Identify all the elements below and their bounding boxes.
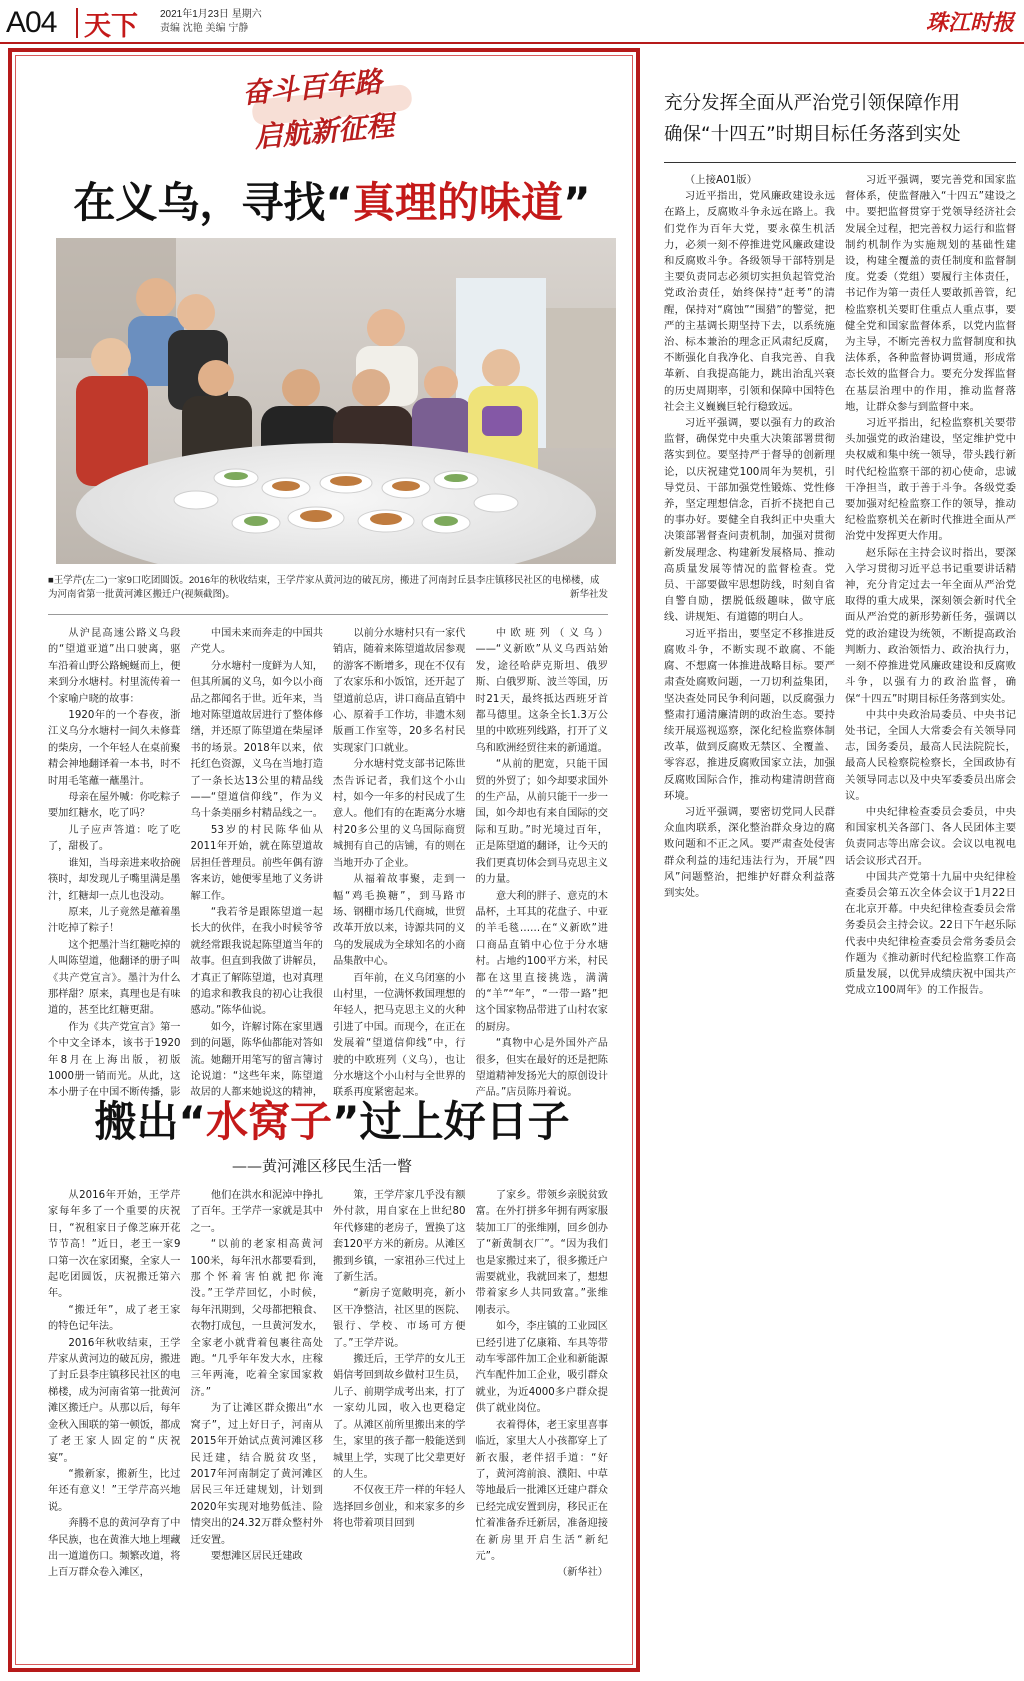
right-column-1 [664, 172, 835, 1672]
paragraph: “以前的老家相高黄河100米，每年汛水都要看到，那个怀着害怕就把你淹没。”王学芹回忆，小时候，每年汛期到，父母都把粮食、衣物打成包，一旦黄河发水，全家老小就背着包裹往高处跑。“几乎年年发大水，庄稼三年两淹，吃着全家国家救济。” [190, 1239, 323, 1398]
paragraph: 分水塘村党支部书记陈世杰告诉记者，我们这个小山村，如今一年多的村民成了生意人。他们有的在距离分水塘村20多公里的义乌国际商贸城拥有自己的店铺，有的则在当地开办了企业。 [333, 759, 466, 869]
paragraph: “搬迁年”，成了老王家的特色记年法。 [48, 1304, 181, 1333]
paragraph: “真物中心是外国外产品很多，但实在最好的还是把陈望道精神发扬光大的原创设计产品。”店员陈丹着说。 [475, 1038, 608, 1099]
caption-credit: 新华社发 [569, 589, 608, 600]
story1-column-1 [48, 626, 181, 1100]
paragraph: 他们在洪水和泥淖中挣扎了百年。王学芹一家就是其中之一。 [190, 1190, 323, 1234]
paragraph: 2016年秋收结束，王学芹家从黄河边的破瓦房，搬进了封丘县李庄镇移民社区的电梯楼，成为河南省第一批黄河滩区搬迁户。从那以后，每年金秋入围联的第一顿饭，都成了老王家人固定的“庆祝宴”。 [48, 1337, 181, 1464]
paragraph: 奔腾不息的黄河孕育了中华民族，也在黄淮大地上埋藏出一道道伤口。频繁改道，将上百万群众卷入滩区， [48, 1518, 181, 1579]
right-article-body [664, 172, 1016, 1672]
paragraph: 从沪昆高速公路义乌段的“望道亚道”出口驶离，驱车沿着山野公路蜿蜒而上，便来到分水塘村。村里流传着一个家喻户晓的故事： [48, 628, 181, 705]
paragraph: 中国未来而奔走的中国共产党人。 [190, 628, 323, 656]
series-logo-line2: 启航新征程 [252, 108, 396, 155]
newspaper-brand: 珠江时报 [925, 10, 1014, 36]
paragraph: 策，王学芹家几乎没有额外付款，用自家在上世纪80年代修建的老房子，置换了这套120平方米的新房。从滩区搬到乡镇，一家祖孙三代过上了新生活。 [333, 1190, 466, 1284]
paragraph: 母亲在屋外喊：你吃粽子要加红糖水，吃了吗？ [48, 792, 181, 820]
story1-column-2 [191, 626, 324, 1100]
story1-headline: 在义乌，寻找“真理的味道” [73, 178, 591, 227]
paragraph: 中国共产党第十九届中央纪律检查委员会第五次全体会议于1月22日在北京开幕。中央纪律检查委员会常务委员会主持会议。22日下午赵乐际代表中央纪律检查委员会常务委员会作题为《推动新时代纪检监察工作高质量发展，以优异成绩庆祝中国共产党成立100周年》的工作报告。 [845, 870, 1016, 997]
right-article-headline [664, 88, 1016, 150]
right-headline-divider [664, 162, 1016, 163]
paragraph: 习近平强调，要以强有力的政治监督，确保党中央重大决策部署贯彻落实到位。要坚持严于督导的创新理论，以庆祝建党100周年为契机，引导党员、干部加强党性锻炼、党性修养，坚定理想信念，百折不挠把自己的事办好。要健全自我纠正中央重大决策部署督查问责机制，加强对贯彻新发展理念、构建新发展格局、推动高质量发展等情况的监督检查。党员、干部要做牢思想防线，时刻自省自警自励，摆脱低级趣味，做守底线、讲规矩、有道德的明白人。 [664, 417, 835, 624]
right-column-2 [845, 172, 1016, 1672]
paragraph: （上接A01版） [684, 174, 758, 186]
story2-column-2 [191, 1188, 324, 1666]
story2-column-4 [476, 1188, 609, 1666]
story2-column-3 [333, 1188, 466, 1666]
paragraph: 中央纪律检查委员会委员，中央和国家机关各部门、各人民团体主要负责同志等出席会议。会议以电视电话会议形式召开。 [845, 805, 1016, 867]
series-logo [242, 60, 422, 156]
story1-column-3 [333, 626, 466, 1100]
paragraph: 中共中央政治局委员、中央书记处书记，全国人大常委会有关领导同志，国务委员，最高人民法院院长，最高人民检察院检察长，全国政协有关领导同志以及中央军委委员出席会议。 [845, 708, 1016, 802]
caption-text: ■王学芹(左二)一家9口吃团圆饭。2016年的秋收结束，王学芹家从黄河边的破瓦房，搬进了河南封丘县李庄镇移民社区的电梯楼，成为河南省第一批黄河滩区搬迁户(视频截图)。 [48, 575, 600, 600]
date-line: 2021年1月23日 星期六 [160, 9, 262, 20]
masthead [0, 0, 1024, 44]
paragraph: 不仅夜王芹一样的年轻人选择回乡创业，和来家多的乡将也带着项目回到 [333, 1485, 466, 1530]
paragraph: 了家乡。带领乡亲脱贫致富。在外打拼多年拥有两家服装加工厂的张维刚，回乡创办了“新黄制衣厂”。“因为我们也是家搬过来了，很多搬迁户需要就业，我就回来了，想想带着家乡人共同致富。”张维刚表示。 [475, 1190, 608, 1316]
section-title: 天下 [84, 11, 138, 42]
paragraph: 如今，许解讨陈在家里遇到的问题，陈华仙都能对答如流。她翻开用笔写的留言簿讨论说道：“这些年来，陈望道故居的人都来她说这的精神， [190, 1021, 323, 1099]
family-photo-illustration [56, 238, 616, 564]
paragraph: 为了让滩区群众搬出“水窝子”，过上好日子，河南从2015年开始试点黄河滩区移民迁建，结合脱贫攻坚，2017年河南制定了黄河滩区居民三年迁建规划，计划到2020年实现对地势低洼、险情突出的24.32万群众整村外迁安置。 [190, 1403, 323, 1546]
paragraph: 作为《共产党宣言》第一个中文全译本，该书于1920年8月在上海出版，初版1000册一销而光。从此，这本小册子在中国不断传播，影 [48, 1021, 181, 1099]
series-logo-line1: 奋斗百年路 [240, 64, 384, 111]
paragraph: 中欧班列（义乌）——“义新欧”从义乌西站始发，途径哈萨克斯坦、俄罗斯、白俄罗斯、波兰等国，历时21天，最终抵达西班牙首都马德里。这条全长1.3万公里的中欧班列线路，打开了义乌和欧洲经贸往来的新通道。 [475, 628, 608, 754]
masthead-divider [76, 8, 78, 38]
paragraph: 如今，李庄镇的工业园区已经引进了亿康箱、车具等带动车零部件加工企业和新能源汽车配件加工企业，吸引群众就业，为近4000多户群众提供了就业岗位。 [475, 1321, 608, 1415]
story2-headline: 搬出“水窝子”过上好日子 [94, 1097, 570, 1146]
paragraph: 习近平强调，要完善党和国家监督体系，使监督融入“十四五”建设之中。要把监督贯穿于党领导经济社会发展全过程，把完善权力运行和监督制约机制作为实施规划的基础性建设，构建全覆盖的责任制度和监督制度。党委（党组）要履行主体责任，书记作为第一责任人要敢抓善管，纪检监察机关要盯住重点人重点事，要健全党和国家监督体系，以党内监督为主导，不断完善权力监督制度和执法体系，各种监督协调贯通，形成常态长效的监督合力。要充分发挥监督在基层治理中的作用，推动监督落地，让群众参与到监督中来。 [845, 174, 1016, 413]
paragraph: 儿子应声答道：吃了吃了，甜极了。 [48, 824, 181, 853]
caption-rule [48, 614, 608, 615]
story1-body [48, 626, 608, 1100]
story2-column-1 [48, 1188, 181, 1666]
paragraph: 百年前，在义乌闭塞的小山村里，一位满怀救国理想的年轻人，把马克思主义的火种引进了中国。而现今，在正在发展着“望道信仰线”中，行驶的中欧班列（义乌），也让分水塘这个小山村与全世界的联系再度紧密起来。 [333, 972, 466, 1099]
paragraph: 从2016年开始，王学芹家每年多了一个重要的庆祝日，“祝租家日子像芝麻开花节节高！”近日，老王一家9口第一次在家团聚，全家人一起吃团圆饭，庆祝搬迁第六年。 [48, 1190, 181, 1300]
paragraph: “从前的肥宽，只能干国贸的外贸了；如今却要求国外的生产品，从前只能干一步一国，如今却也有来自国际的交际和互助。”时光境过百年，正是陈望道的翻译，让今天的我们更真切体会到马克思主义的力量。 [475, 759, 608, 886]
feature-frame [8, 48, 640, 1672]
paragraph: 谁知，当母亲进来收拾碗筷时，却发现儿子嘴里满是墨汁，红糖却一点儿也没动。 [48, 857, 181, 902]
date-block [160, 8, 262, 36]
paragraph: 赵乐际在主持会议时指出，要深入学习贯彻习近平总书记重要讲话精神，充分肯定过去一年全面从严治党取得的重大成果，深刻领会新时代全面从严治党的新形势新任务，强调以党的政治建设为统领，不断提高政治判断力、政治领悟力、政治执行力，一刻不停推进党风廉政建设和反腐败斗争，以强有力的政治监督，确保“十四五”时期目标任务落到实处。 [845, 546, 1016, 705]
paragraph: 分水塘村一度鲜为人知，但其所属的义乌，如今以小商品之都闻名于世。近年来，当地对陈望道故居进行了整体修缮，并还原了陈望道在柴屋译书的场景。2018年以来，依托红色资源，义乌在当地打造了一条长达13公里的精品线——“望道信仰线”，作为义乌十条美丽乡村精品线之一。 [190, 660, 323, 820]
paragraph: 习近平指出，纪检监察机关要带头加强党的政治建设，坚定维护党中央权威和集中统一领导，带头践行新时代纪检监察干部的初心使命，忠诚干净担当，敢于善于斗争。各级党委要加强对纪检监察工作的领导，推动纪检监察机关在新时代推进全面从严治党中发挥更大作用。 [845, 417, 1016, 543]
family-dinner-photo [56, 238, 616, 564]
photo-caption [48, 574, 608, 602]
paragraph: “我若爷是跟陈望道一起长大的伙伴，在我小时候爷爷就经常跟我说起陈望道当年的故事。但直到我做了讲解员，才真正了解陈望道，也对真理的追求和教我良的初心让我很感动。”陈华仙说。 [190, 906, 323, 1017]
paragraph: 以前分水塘村只有一家代销店，随着来陈望道故居参观的游客不断增多，现在不仅有了农家乐和小饭馆，还开起了望道前总店，讲口商品直销中心、原着手工作坊，非遗木刻版画工作室等，20多名村民实现家门口就业。 [333, 628, 466, 754]
paragraph: 1920年的一个春夜，浙江义乌分水塘村一间久未修葺的柴房，一个年轻人在桌前聚精会神地翻译着一本书，时不时用毛笔蘸一蘸墨汁。 [48, 710, 181, 787]
right-headline-line1: 充分发挥全面从严治党引领保障作用 [664, 93, 961, 114]
story2-body [48, 1188, 608, 1666]
paragraph: （新华社） [557, 1567, 608, 1579]
paragraph: 要想滩区居民迁建政 [210, 1550, 303, 1562]
paragraph: 这个把墨汁当红糖吃掉的人叫陈望道，他翻译的册子叫《共产党宣言》。墨汁为什么那样甜？原来，真理也是有味道的，甚至比红糖更甜。 [48, 939, 181, 1017]
story1-column-4 [476, 626, 609, 1100]
paragraph: 习近平指出，要坚定不移推进反腐败斗争，不断实现不敢腐、不能腐、不想腐一体推进战略目标。要严肃查处腐败问题，一刀切利益集团，坚决查处同民争利问题，以反腐强力整肃打通清廉清朗的政治生态。要持续开展巡视巡察，深化纪检监察体制改革，做到反腐败无禁区、全覆盖、零容忍，推进反腐败国家立法，加强反腐败国际合作，推动构建清朗营商环境。 [664, 627, 835, 802]
paragraph: 原来，儿子竟然是蘸着墨汁吃掉了粽子！ [48, 906, 181, 935]
right-headline-line2: 确保“十四五”时期目标任务落到实处 [664, 124, 961, 145]
paragraph: 搬迁后，王学芹的女儿王娟信考回到故乡做村卫生员，儿子、前期学成考出来，打了一家幼儿园，收入也更稳定了。从滩区前所里搬出来的学生，家里的孩子都一般能送到城里上学，实现了比父辈更好的人生。 [333, 1354, 466, 1480]
page-number: A04 [6, 6, 57, 39]
paragraph: “搬新家，搬新生，比过年还有意义！”王学芹高兴地说。 [48, 1468, 181, 1513]
editors-line: 责编 沈艳 美编 宁静 [160, 23, 249, 34]
paragraph: 习近平指出，党风廉政建设永远在路上，反腐败斗争永远在路上。我们党作为百年大党，要永葆生机活力，必须一刻不停推进党风廉政建设和反腐败斗争。各级领导干部特别是主要负责同志必须切实担负起管党治党政治责任，始终保持“赶考”的清醒，保持对“腐蚀”“围猎”的警觉，把严的主基调长期坚持下去，以系统施治、标本兼治的理念正风肃纪反腐，不断强化自我净化、自我完善、自我革新、自我提高能力，跳出治乱兴衰的历史周期率，引领和保障中国特色社会主义巍巍巨轮行稳致远。 [664, 190, 835, 413]
paragraph: 习近平强调，要密切党同人民群众血肉联系，深化整治群众身边的腐败问题和不正之风。要严肃查处侵害群众利益的违纪违法行为，开展“四风”问题整治，把维护好群众利益落到实处。 [664, 805, 835, 899]
paragraph: 衣着得体，老王家里喜事临近，家里大人小孩都穿上了新衣服，老伴招手道：“好了，黄河湾前浪、濮阳、中草等地最后一批滩区迁建户群众已经完成安置到房，移民正在忙着准备乔迁新居，准备迎接在新房里开启生活“新纪元”。 [475, 1419, 608, 1562]
paragraph: 从福着故事聚，走到一幅“鸡毛换糖”，到马路市场、钢棚市场几代商城，世贸改革开放以来，诗源共同的义乌的发展成为全球知名的小商品集散中心。 [333, 874, 466, 968]
paragraph: “新房子宽敞明亮，新小区干净整洁，社区里的医院、银行、学校、市场可方便了。”王学芹说。 [333, 1288, 466, 1349]
story2-subheadline: ——黄河滩区移民生活一瞥 [232, 1157, 413, 1175]
paragraph: 53岁的村民陈华仙从2011年开始，就在陈望道故居担任普理员。前些年偶有游客来访，她便零星地了义务讲解工作。 [190, 824, 323, 902]
paragraph: 意大利的胖子、意克的木晶杯，土耳其的花盘子、中亚的羊毛毯……在“义新欧”进口商品直销中心位于分水塘村。占地约100平方米，村民都在这里直接挑选，满满的“羊”“年”，“一带一路”把这个国家物品带进了山村农家的厨房。 [475, 890, 608, 1033]
